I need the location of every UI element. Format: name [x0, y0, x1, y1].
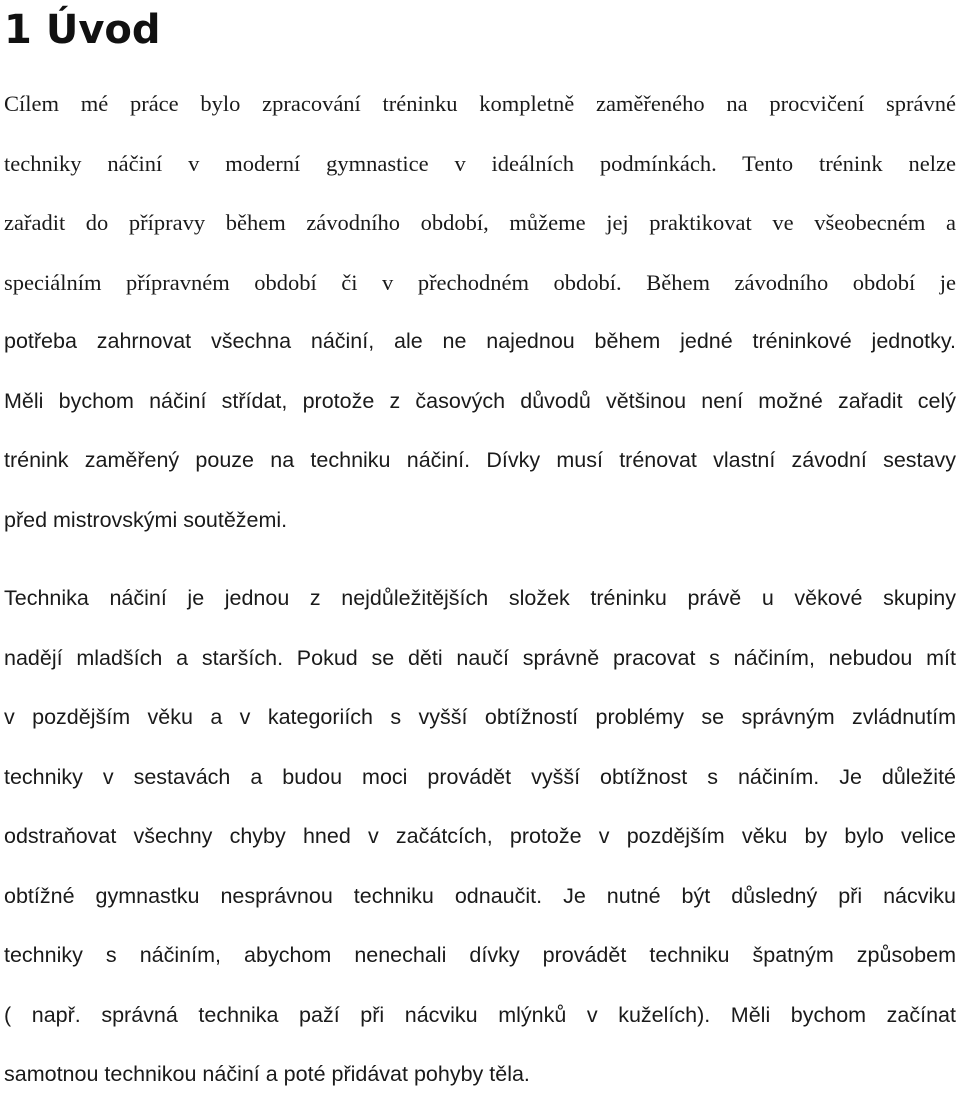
paragraph-technique — [4, 569, 956, 1105]
paragraph-line: nadějí mladších a starších. Pokud se děti naučí správně pracovat s náčiním, nebudou mít — [4, 645, 956, 670]
paragraph-line: Technika náčiní je jednou z nejdůležitějších složek tréninku právě u věkové skupiny — [4, 586, 956, 610]
section-heading — [4, 2, 161, 58]
paragraph-intro — [4, 74, 956, 550]
section-title: Úvod — [45, 7, 161, 53]
paragraph-line: Měli bychom náčiní střídat, protože z časových důvodů většinou není možné zařadit celý — [4, 388, 956, 413]
paragraph-line: potřeba zahrnovat všechna náčiní, ale ne najednou během jedné tréninkové jednotky. — [4, 329, 956, 353]
paragraph-line: Cílem mé práce bylo zpracování tréninku kompletně zaměřeného na procvičení správné — [4, 91, 956, 116]
paragraph-line: ( např. správná technika paží při nácviku mlýnků v kuželích). Měli bychom začínat — [4, 1002, 956, 1027]
paragraph-line: odstraňovat všechny chyby hned v začátcích, protože v pozdějším věku by bylo velice — [4, 824, 956, 848]
paragraph-line: samotnou technikou náčiní a poté přidávat pohyby těla. — [4, 1062, 530, 1086]
paragraph-line: v pozdějším věku a v kategoriích s vyšší obtížností problémy se správným zvládnutím — [4, 705, 956, 729]
paragraph-line: trénink zaměřený pouze na techniku náčiní. Dívky musí trénovat vlastní závodní sestavy — [4, 448, 956, 472]
paragraph-line: techniky náčiní v moderní gymnastice v ideálních podmínkách. Tento trénink nelze — [4, 150, 956, 176]
paragraph-line: obtížné gymnastku nesprávnou techniku odnaučit. Je nutné být důsledný při nácviku — [4, 883, 956, 908]
paragraph-line: zařadit do přípravy během závodního období, můžeme jej praktikovat ve všeobecném a — [4, 210, 956, 235]
paragraph-line: před mistrovskými soutěžemi. — [4, 507, 288, 532]
paragraph-line: techniky v sestavách a budou moci provádět vyšší obtížnost s náčiním. Je důležité — [4, 764, 956, 789]
paragraph-line: speciálním přípravném období či v přechodném období. Během závodního období je — [4, 269, 956, 295]
paragraph-line: techniky s náčiním, abychom nenechali dívky provádět techniku špatným způsobem — [4, 943, 956, 967]
section-number: 1 — [4, 7, 32, 53]
